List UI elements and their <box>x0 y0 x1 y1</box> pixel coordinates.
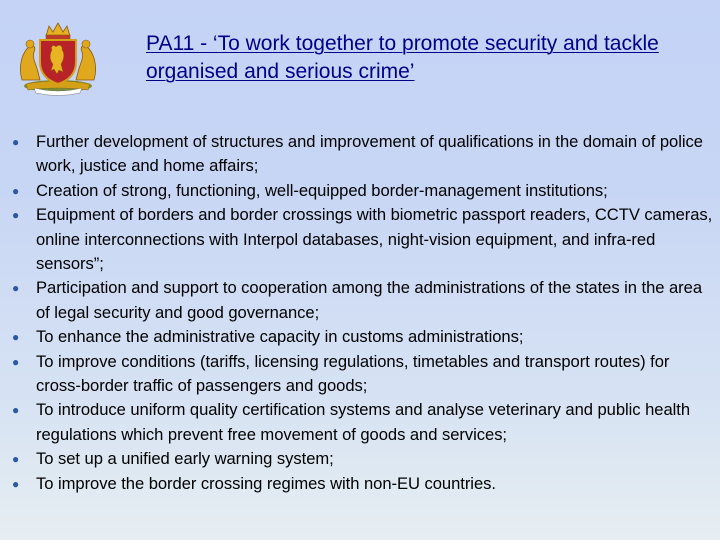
list-item-text: To improve the border crossing regimes with non-EU countries. <box>36 473 496 493</box>
list-item <box>12 472 717 496</box>
round-bullet-icon: ● <box>12 183 20 198</box>
list-item <box>12 325 717 349</box>
bullet-list <box>12 130 717 496</box>
round-bullet-icon: ● <box>12 281 20 296</box>
bulgarian-coat-of-arms-icon <box>16 20 100 96</box>
list-item-text: To set up a unified early warning system; <box>36 449 334 469</box>
round-bullet-icon: ● <box>12 403 20 418</box>
round-bullet-icon: ● <box>12 476 20 491</box>
list-item-text: Creation of strong, functioning, well-equipped border-management institutions; <box>36 180 608 200</box>
list-item <box>12 130 717 179</box>
list-item-text: To improve conditions (tariffs, licensing regulations, timetables and transport routes) for cross-border traffic of passengers and goods; <box>36 351 670 396</box>
round-bullet-icon: ● <box>12 354 20 369</box>
list-item <box>12 179 717 203</box>
round-bullet-icon: ● <box>12 330 20 345</box>
list-item-text: Participation and support to cooperation among the administrations of the states in the area of legal security and good governance; <box>36 278 703 322</box>
list-item-text: Equipment of borders and border crossings with biometric passport readers, CCTV cameras, online interconnections with Interpol databases, night-vision equipment, and infra-red sensors”; <box>36 205 713 274</box>
list-item <box>12 276 717 325</box>
list-item-text: To introduce uniform quality certification systems and analyse veterinary and public health regulations which prevent free movement of goods and services; <box>36 400 691 444</box>
page-title: PA11 - ‘To work together to promote security and tackle organised and serious crime’ <box>146 32 659 83</box>
list-item-text: To enhance the administrative capacity in customs administrations; <box>36 327 524 347</box>
round-bullet-icon: ● <box>12 208 20 223</box>
list-item <box>12 398 717 447</box>
round-bullet-icon: ● <box>12 135 20 149</box>
list-item <box>12 350 717 399</box>
list-item-text: Further development of structures and improvement of qualifications in the domain of police work, justice and home affairs; <box>36 132 703 176</box>
list-item <box>12 203 717 276</box>
round-bullet-icon: ● <box>12 452 20 467</box>
list-item <box>12 447 717 471</box>
